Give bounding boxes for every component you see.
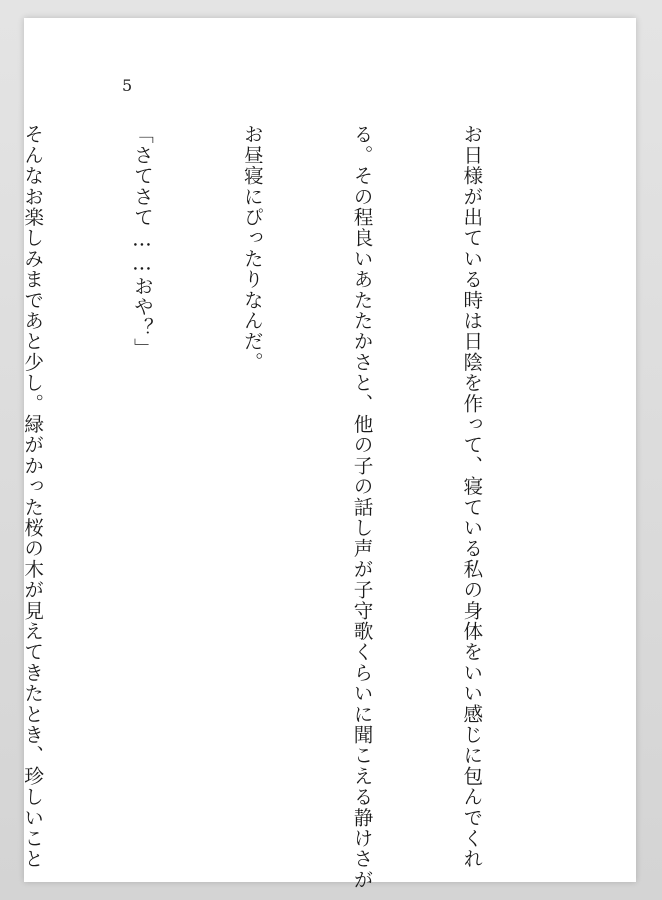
text-line: そんなお楽しみまであと少し。緑がかった桜の木が見えてきたとき、珍しいこと <box>20 124 44 870</box>
text-line: お日様が出ている時は日陰を作って、寝ている私の身体をいい感じに包んでくれ <box>459 124 483 870</box>
text-line: お昼寝にぴったりなんだ。 <box>240 124 264 373</box>
text-line: る。その程良いあたたかさと、他の子の話し声が子守歌くらいに聞こえる静けさが <box>350 124 374 890</box>
vertical-text-body <box>0 124 562 890</box>
text-line: 「さてさて……おや？」 <box>130 124 154 359</box>
book-page <box>20 18 636 890</box>
page-number: 5 <box>122 76 133 95</box>
